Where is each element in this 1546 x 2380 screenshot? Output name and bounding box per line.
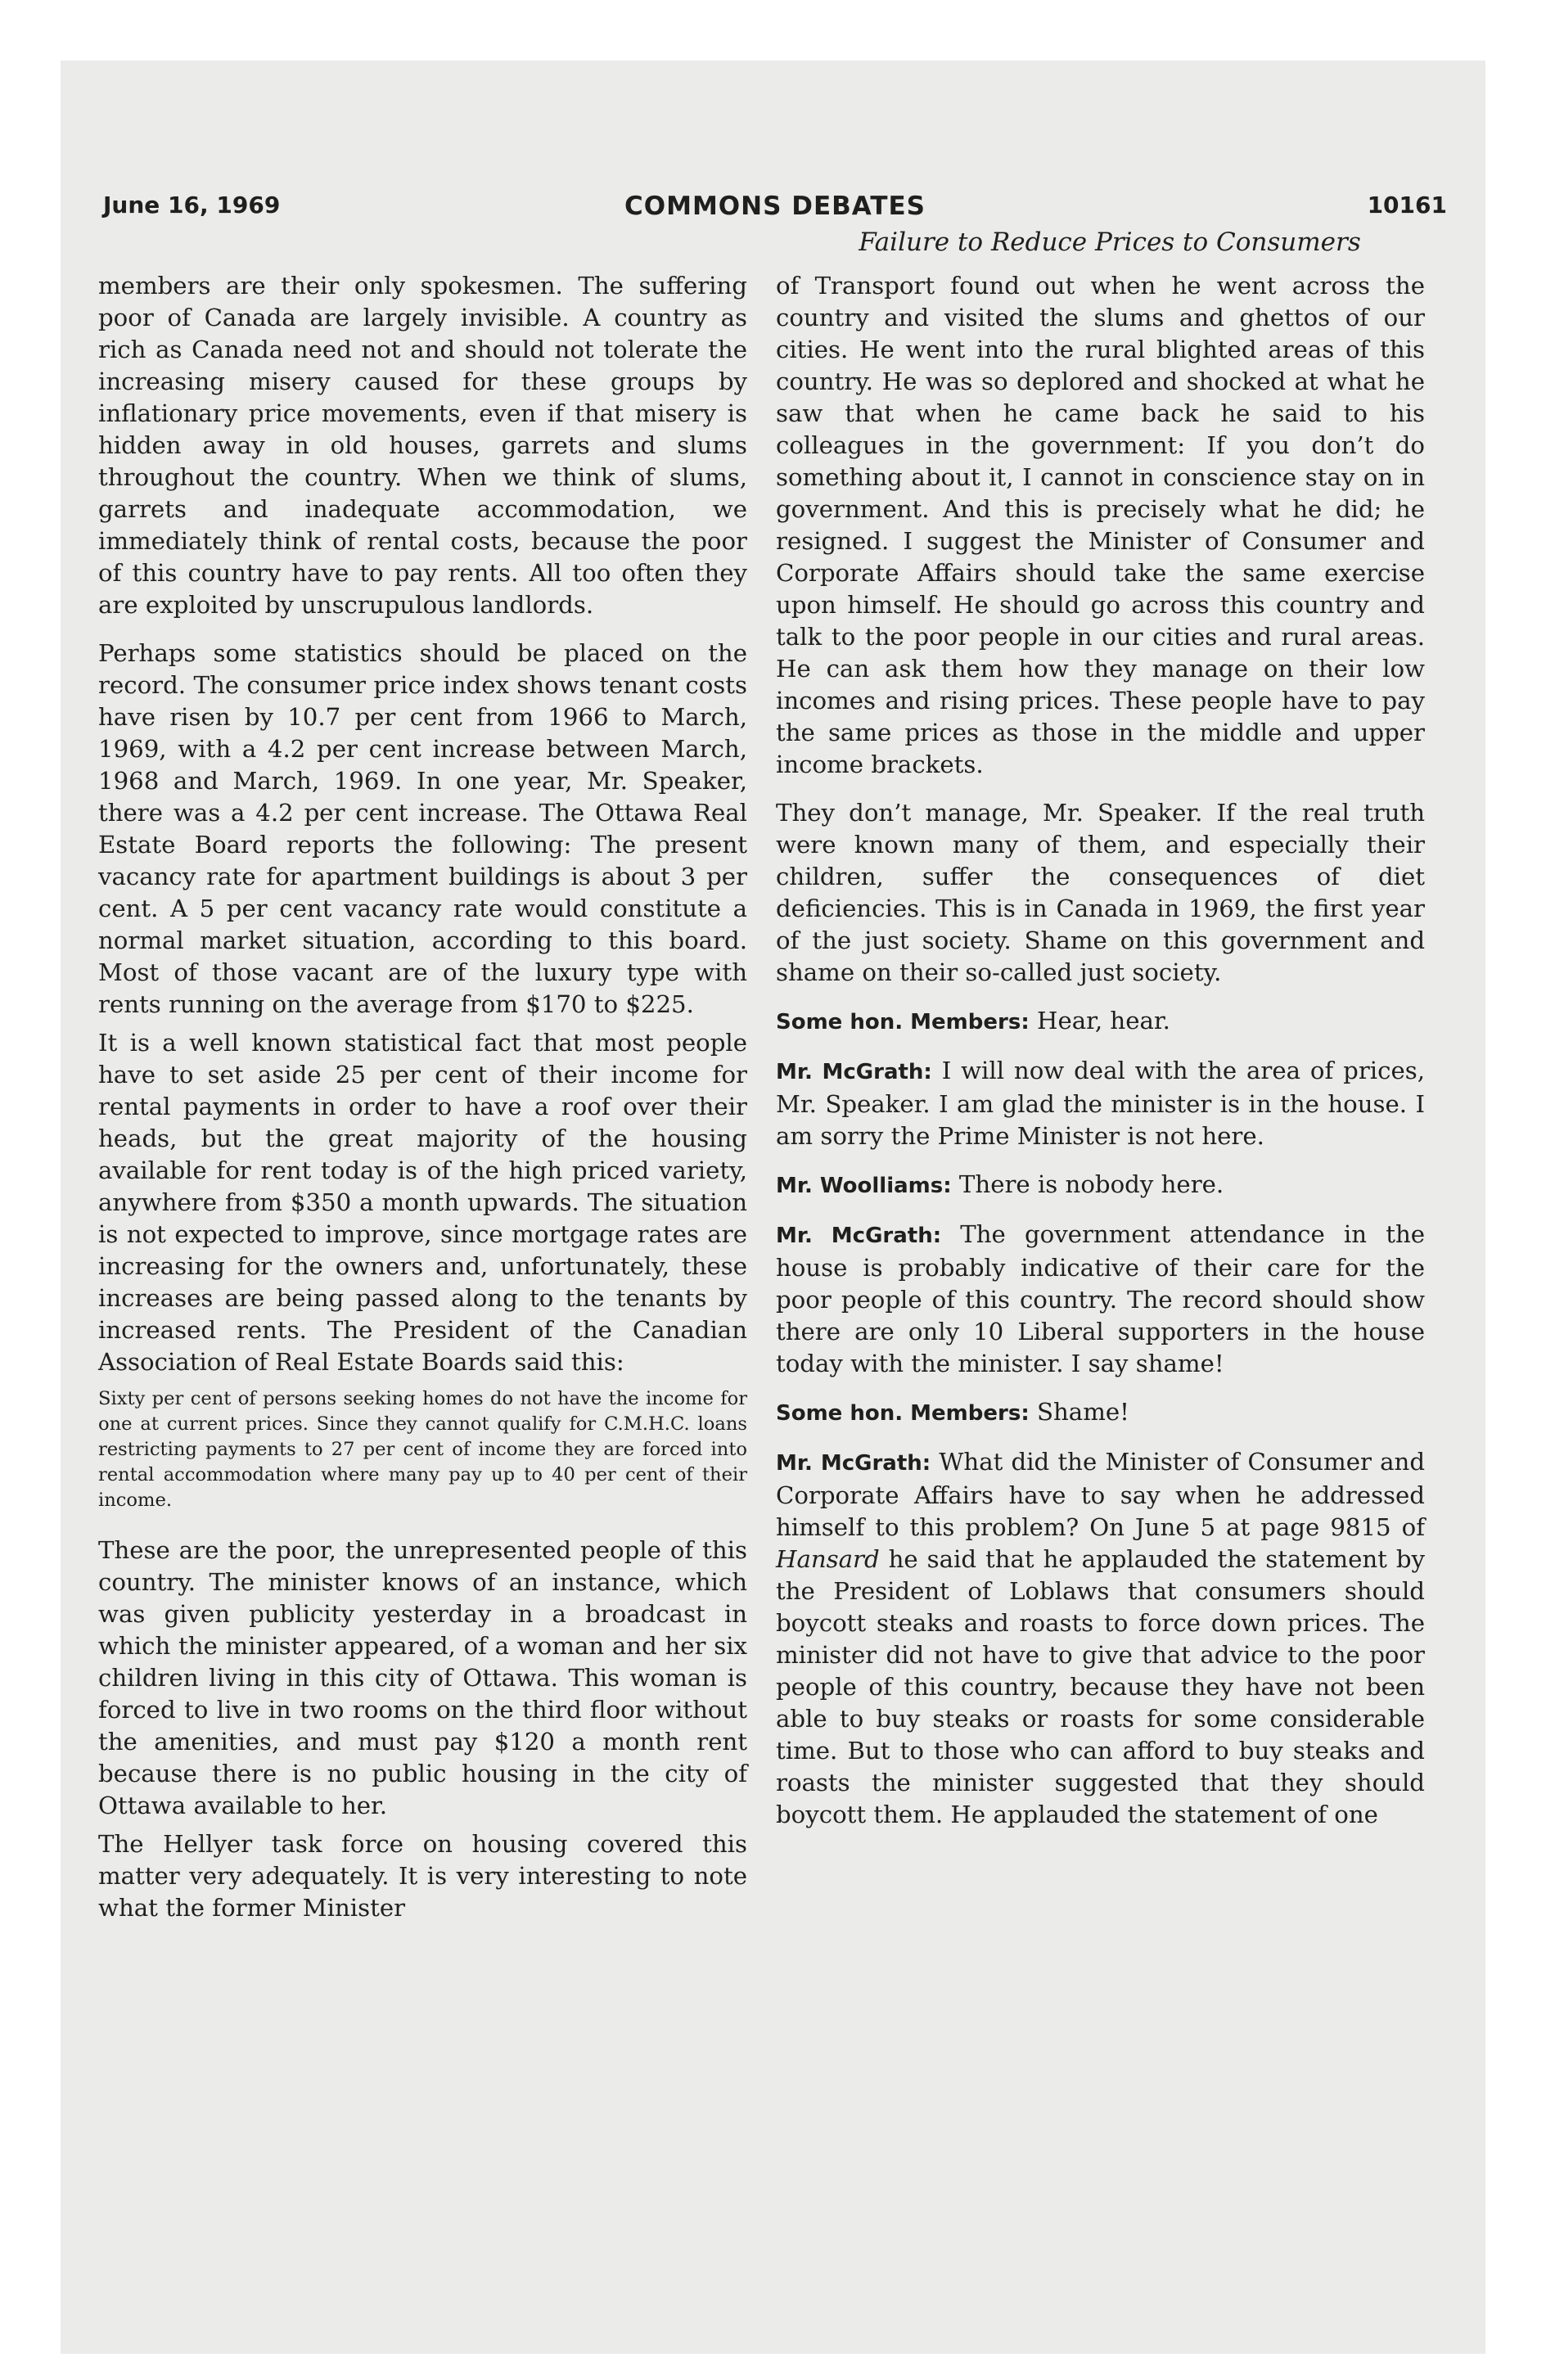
statement-text: Shame! <box>1037 1398 1129 1426</box>
left-paragraph-5: The Hellyer task force on housing covered this matter very adequately. It is very interesting to note what the former Minister <box>98 1830 747 1922</box>
page-header <box>103 192 1447 229</box>
statement-3 <box>776 1169 1425 1202</box>
left-paragraph-4: These are the poor, the unrepresented people of this country. The minister knows of an instance, which was given publicity yesterday in a broadcast in which the minister appeared, of a woman and her six children living in this city of Ottawa. This woman is forced to live in two rooms on the third floor without the amenities, and must pay $120 a month rent because there is no public housing in the city of Ottawa available to her. <box>98 1536 747 1819</box>
statement-text: The government attendance in the house is probably indicative of their care for the poor people of this country. The record should show there are only 10 Liberal supporters in the house today with the minister. I say shame! <box>776 1220 1426 1377</box>
header-date: June 16, 1969 <box>103 192 281 219</box>
left-paragraph-3: It is a well known statistical fact that most people have to set aside 25 per cent of their income for rental payments in order to have a roof over their heads, but the great majority of the housing available for rent today is of the high priced variety, anywhere from $350 a month upwards. The situation is not expected to improve, since mortgage rates are increasing for the owners and, unfortunately, these increases are being passed along to the tenants by increased rents. The President of the Canadian Association of Real Estate Boards said this: <box>98 1029 747 1376</box>
right-column <box>776 270 1425 1831</box>
statement-text: What did the Minister of Consumer and Corporate Affairs have to say when he addressed himself to this problem? On June 5 at page 9815 of <box>776 1448 1426 1541</box>
right-paragraph-2: They don’t manage, Mr. Speaker. If the real truth were known many of them, and especially their children, suffer the consequences of diet deficiencies. This is in Canada in 1969, the first year of the just society. Shame on this government and shame on their so-called just society. <box>776 799 1425 986</box>
speaker-label: Mr. McGrath: <box>776 1224 942 1248</box>
statement-text: I will now deal with the area of prices, Mr. Speaker. I am glad the minister is in the house. I am sorry the Prime Minister is not here. <box>776 1057 1425 1150</box>
header-page-number: 10161 <box>1367 192 1447 219</box>
speaker-label: Some hon. Members: <box>776 1401 1030 1426</box>
left-paragraph-1: members are their only spokesmen. The suffering poor of Canada are largely invisible. A country as rich as Canada need not and should not tolerate the increasing misery caused for these groups by inflationary price movements, even if that misery is hidden away in old houses, garrets and slums throughout the country. When we think of slums, garrets and inadequate accommodation, we immediately think of rental costs, because the poor of this country have to pay rents. All too often they are exploited by unscrupulous landlords. <box>98 272 747 619</box>
statement-6 <box>776 1446 1425 1831</box>
statement-text: Hear, hear. <box>1037 1007 1170 1034</box>
subject-heading: Failure to Reduce Prices to Consumers <box>859 228 1361 257</box>
header-title: COMMONS DEBATES <box>624 192 926 221</box>
speaker-label: Some hon. Members: <box>776 1010 1030 1034</box>
speaker-label: Mr. McGrath: <box>776 1451 931 1476</box>
statement-2 <box>776 1055 1425 1152</box>
block-quote: Sixty per cent of persons seeking homes do not have the income for one at current prices. Since they cannot qualify for C.M.H.C. loans restricting payments to 27 per cent of income they are forced into rental accommodation where many pay up to 40 per cent of their income. <box>98 1388 747 1511</box>
speaker-label: Mr. McGrath: <box>776 1060 932 1084</box>
statement-5 <box>776 1396 1425 1430</box>
statement-1 <box>776 1005 1425 1039</box>
statement-text: There is nobody here. <box>958 1170 1224 1198</box>
statement-text: he said that he applauded the statement by the President of Loblaws that consumers should boycott steaks and roasts to force down prices. The minister did not have to give that advice to the poor people of this country, because they have not been able to buy steaks or roasts for some considerable time. But to those who can afford to buy steaks and roasts the minister suggested that they should boycott them. He applauded the statement of one <box>776 1545 1425 1828</box>
hansard-citation: Hansard <box>776 1545 880 1573</box>
statement-4 <box>776 1219 1425 1380</box>
right-paragraph-1: of Transport found out when he went across the country and visited the slums and ghettos of our cities. He went into the rural blighted areas of this country. He was so deplored and shocked at what he saw that when he came back he said to his colleagues in the government: If you don’t do something about it, I cannot in conscience stay on in government. And this is precisely what he did; he resigned. I suggest the Minister of Consumer and Corporate Affairs should take the same exercise upon himself. He should go across this country and talk to the poor people in our cities and rural areas. He can ask them how they manage on their low incomes and rising prices. These people have to pay the same prices as those in the middle and upper income brackets. <box>776 272 1425 778</box>
speaker-label: Mr. Woolliams: <box>776 1174 952 1198</box>
left-column <box>98 270 747 1924</box>
left-paragraph-2: Perhaps some statistics should be placed on the record. The consumer price index shows tenant costs have risen by 10.7 per cent from 1966 to March, 1969, with a 4.2 per cent increase between March, 1968 and March, 1969. In one year, Mr. Speaker, there was a 4.2 per cent increase. The Ottawa Real Estate Board reports the following: The present vacancy rate for apartment buildings is about 3 per cent. A 5 per cent vacancy rate would constitute a normal market situation, according to this board. Most of those vacant are of the luxury type with rents running on the average from $170 to $225. <box>98 639 747 1018</box>
